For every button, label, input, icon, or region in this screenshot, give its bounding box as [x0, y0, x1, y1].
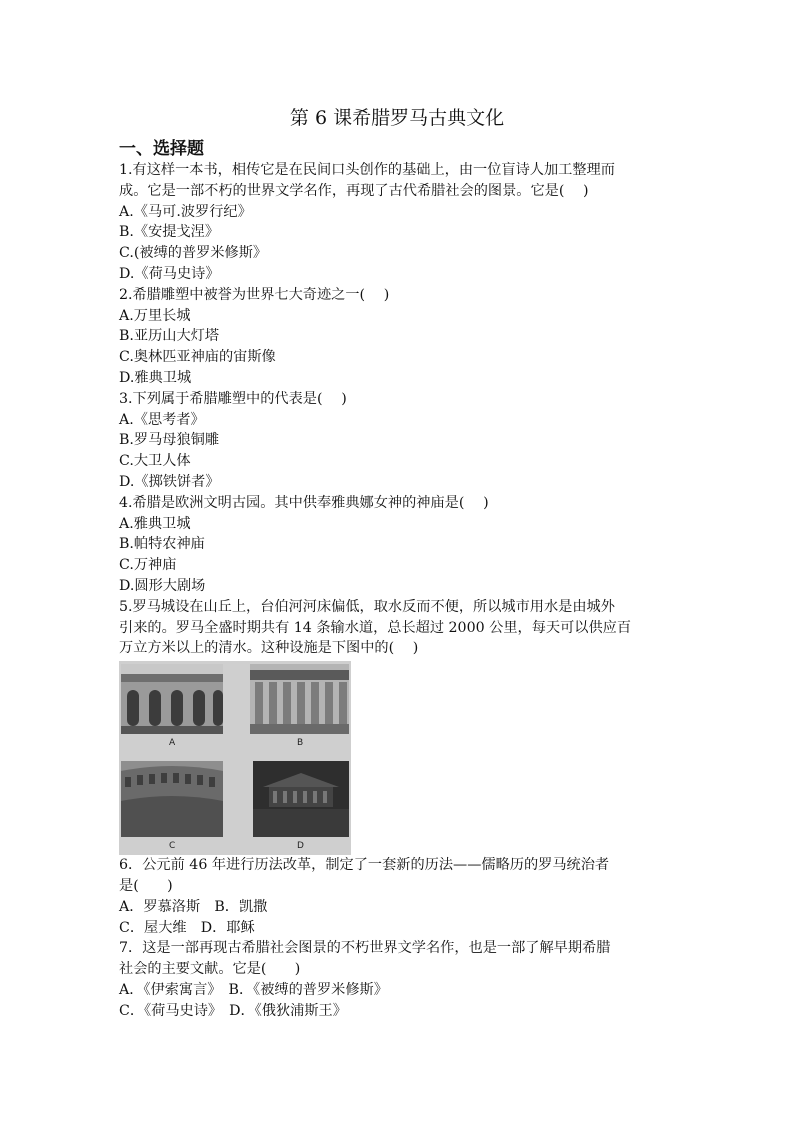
section-heading: 一、选择题 [119, 139, 204, 159]
option-b: B.帕特农神庙 [119, 536, 205, 553]
question-5-figure [119, 661, 351, 855]
question-2 [119, 285, 679, 389]
figure-label-d: D [297, 841, 304, 852]
option-a: A.万里长城 [119, 307, 191, 324]
option-d: D.圆形大剧场 [119, 577, 206, 594]
option-c: C.奥林匹亚神庙的宙斯像 [119, 349, 276, 366]
question-1 [119, 160, 679, 285]
question-5 [119, 597, 679, 855]
figure-label-c: C [169, 841, 176, 852]
question-6 [119, 855, 679, 938]
option-a: A.《思考者》 [119, 411, 205, 428]
question-stem: 万立方米以上的清水。这种设施是下图中的( ) [119, 640, 419, 657]
question-stem: 社会的主要文献。它是( ) [119, 961, 301, 978]
question-stem: 成。它是一部不朽的世界文学名作，再现了古代希腊社会的图景。它是( ) [119, 182, 589, 199]
question-7 [119, 938, 679, 1021]
question-stem: 6．公元前 46 年进行历法改革，制定了一套新的历法——儒略历的罗马统治者 [119, 857, 610, 874]
option-row: A．《伊索寓言》 B．《被缚的普罗米修斯》 [119, 981, 388, 998]
option-a: A.《马可.波罗行纪》 [119, 203, 252, 220]
option-c: C.(被缚的普罗米修斯》 [119, 245, 268, 262]
question-stem: 引来的。罗马全盛时期共有 14 条输水道，总长超过 2000 公里，每天可以供应百 [119, 619, 632, 636]
question-stem: 2.希腊雕塑中被誉为世界七大奇迹之一( ) [119, 286, 390, 303]
option-b: B.《安提戈涅》 [119, 224, 220, 241]
option-b: B.亚历山大灯塔 [119, 328, 220, 345]
question-stem: 5.罗马城设在山丘上，台伯河河床偏低，取水反而不便，所以城市用水是由城外 [119, 598, 615, 615]
question-list [119, 160, 679, 1022]
option-c: C.大卫人体 [119, 453, 191, 470]
question-3 [119, 389, 679, 493]
figure-label-b: B [297, 738, 304, 749]
option-a: A.雅典卫城 [119, 515, 191, 532]
colosseum-photo [121, 761, 223, 837]
question-stem: 7．这是一部再现古希腊社会图景的不朽世界文学名作，也是一部了解早期希腊 [119, 940, 611, 957]
question-stem: 4.希腊是欧洲文明古园。其中供奉雅典娜女神的神庙是( ) [119, 494, 489, 511]
option-d: D.《掷铁饼者》 [119, 473, 220, 490]
question-4 [119, 493, 679, 597]
option-row: A．罗慕洛斯 B．凯撒 [119, 898, 268, 915]
option-b: B.罗马母狼铜雕 [119, 432, 220, 449]
option-d: D.雅典卫城 [119, 369, 192, 386]
option-row: C．《荷马史诗》 D．《俄狄浦斯王》 [119, 1002, 347, 1019]
temple-photo [250, 664, 349, 734]
figure-label-a: A [169, 738, 176, 749]
option-c: C.万神庙 [119, 557, 177, 574]
option-d: D.《荷马史诗》 [119, 265, 220, 282]
question-stem: 1.有这样一本书，相传它是在民间口头创作的基础上，由一位盲诗人加工整理而 [119, 162, 615, 178]
page-title: 第 6 课希腊罗马古典文化 [289, 107, 505, 129]
question-stem: 是( ) [119, 877, 173, 894]
option-row: C．屋大维 D．耶稣 [119, 919, 255, 936]
palace-photo [253, 761, 349, 837]
question-stem: 3.下列属于希腊雕塑中的代表是( ) [119, 390, 347, 407]
aqueduct-photo [121, 664, 223, 734]
